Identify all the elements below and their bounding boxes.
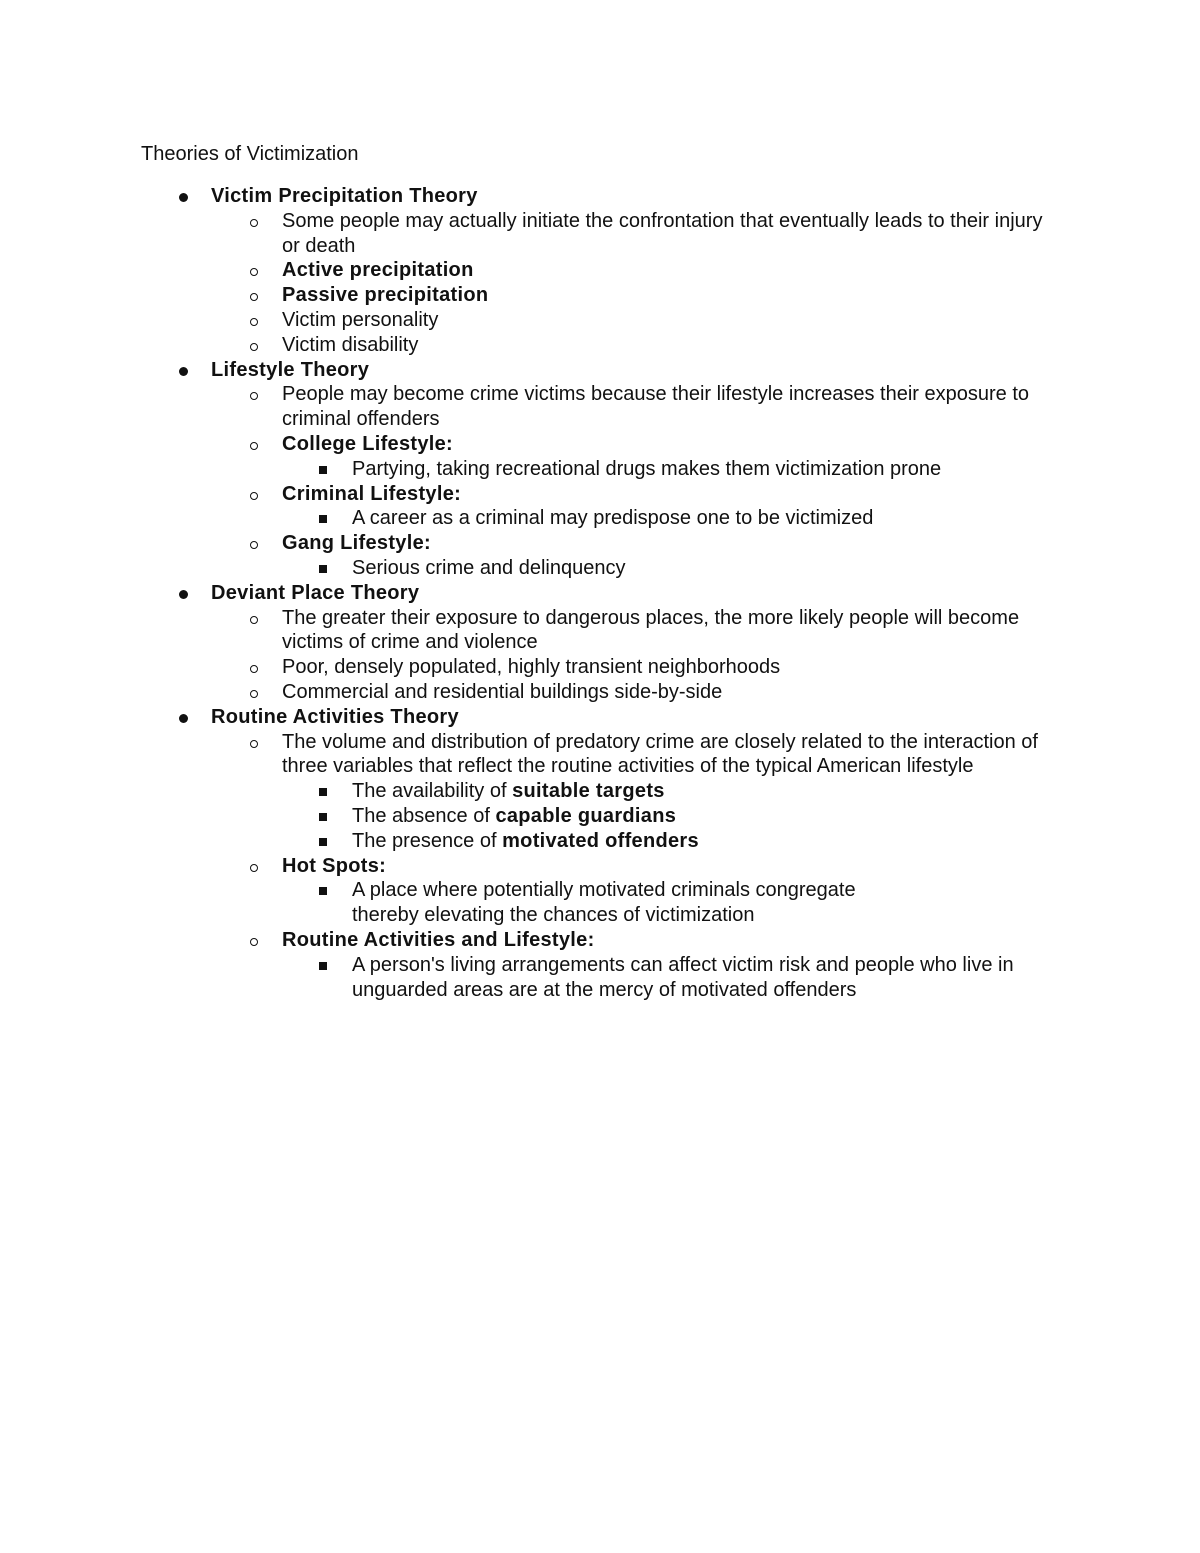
- section-heading-routine-activities: Routine Activities Theory: [0, 705, 1200, 730]
- bullet-disc-icon: [175, 705, 211, 730]
- bullet-square-icon: [316, 779, 352, 804]
- list-subitem: A person's living arrangements can affect victim risk and people who live in unguarded areas are at the mercy of motivated offenders: [0, 953, 1200, 1003]
- bullet-disc-icon: [175, 358, 211, 383]
- bullet-circle-icon: [246, 680, 282, 705]
- bullet-circle-icon: [246, 333, 282, 358]
- section-heading-lifestyle: Lifestyle Theory: [0, 358, 1200, 383]
- bullet-circle-icon: [246, 531, 282, 556]
- bullet-square-icon: [316, 953, 352, 978]
- bullet-square-icon: [316, 829, 352, 854]
- bullet-square-icon: [316, 556, 352, 581]
- bullet-square-icon: [316, 457, 352, 482]
- list-subitem: The availability of suitable targets: [0, 779, 1200, 804]
- list-subitem: Partying, taking recreational drugs makes them victimization prone: [0, 457, 1200, 482]
- list-item: The greater their exposure to dangerous places, the more likely people will become victims of crime and violence: [0, 606, 1200, 656]
- bullet-circle-icon: [246, 308, 282, 333]
- document-title: Theories of Victimization: [141, 143, 359, 165]
- bullet-disc-icon: [175, 184, 211, 209]
- bullet-circle-icon: [246, 854, 282, 879]
- list-item: Routine Activities and Lifestyle:: [0, 928, 1200, 953]
- list-item: Passive precipitation: [0, 283, 1200, 308]
- bullet-circle-icon: [246, 209, 282, 234]
- bullet-circle-icon: [246, 382, 282, 407]
- list-item: Gang Lifestyle:: [0, 531, 1200, 556]
- bullet-circle-icon: [246, 730, 282, 755]
- bullet-circle-icon: [246, 283, 282, 308]
- list-item: Victim personality: [0, 308, 1200, 333]
- list-item: College Lifestyle:: [0, 432, 1200, 457]
- list-subitem: The presence of motivated offenders: [0, 829, 1200, 854]
- list-item: Criminal Lifestyle:: [0, 482, 1200, 507]
- bullet-circle-icon: [246, 928, 282, 953]
- list-item: Some people may actually initiate the confrontation that eventually leads to their injury or death: [0, 209, 1200, 259]
- list-subitem: The absence of capable guardians: [0, 804, 1200, 829]
- list-subitem: Serious crime and delinquency: [0, 556, 1200, 581]
- list-item: Victim disability: [0, 333, 1200, 358]
- bullet-circle-icon: [246, 655, 282, 680]
- bullet-circle-icon: [246, 258, 282, 283]
- section-heading-victim-precipitation: Victim Precipitation Theory: [0, 184, 1200, 209]
- list-item: The volume and distribution of predatory crime are closely related to the interaction of three variables that reflect the routine activities of the typical American lifestyle: [0, 730, 1200, 780]
- bullet-circle-icon: [246, 606, 282, 631]
- list-subitem: A career as a criminal may predispose one to be victimized: [0, 506, 1200, 531]
- bullet-circle-icon: [246, 482, 282, 507]
- bullet-circle-icon: [246, 432, 282, 457]
- bullet-square-icon: [316, 506, 352, 531]
- list-item: Hot Spots:: [0, 854, 1200, 879]
- bullet-disc-icon: [175, 581, 211, 606]
- list-item: People may become crime victims because their lifestyle increases their exposure to criminal offenders: [0, 382, 1200, 432]
- list-item: Poor, densely populated, highly transient neighborhoods: [0, 655, 1200, 680]
- outline-list: [0, 184, 1200, 1002]
- list-item: Commercial and residential buildings side-by-side: [0, 680, 1200, 705]
- section-heading-deviant-place: Deviant Place Theory: [0, 581, 1200, 606]
- list-item: Active precipitation: [0, 258, 1200, 283]
- bullet-square-icon: [316, 804, 352, 829]
- bullet-square-icon: [316, 878, 352, 903]
- list-subitem: A place where potentially motivated criminals congregate thereby elevating the chances of victimization: [0, 878, 1200, 928]
